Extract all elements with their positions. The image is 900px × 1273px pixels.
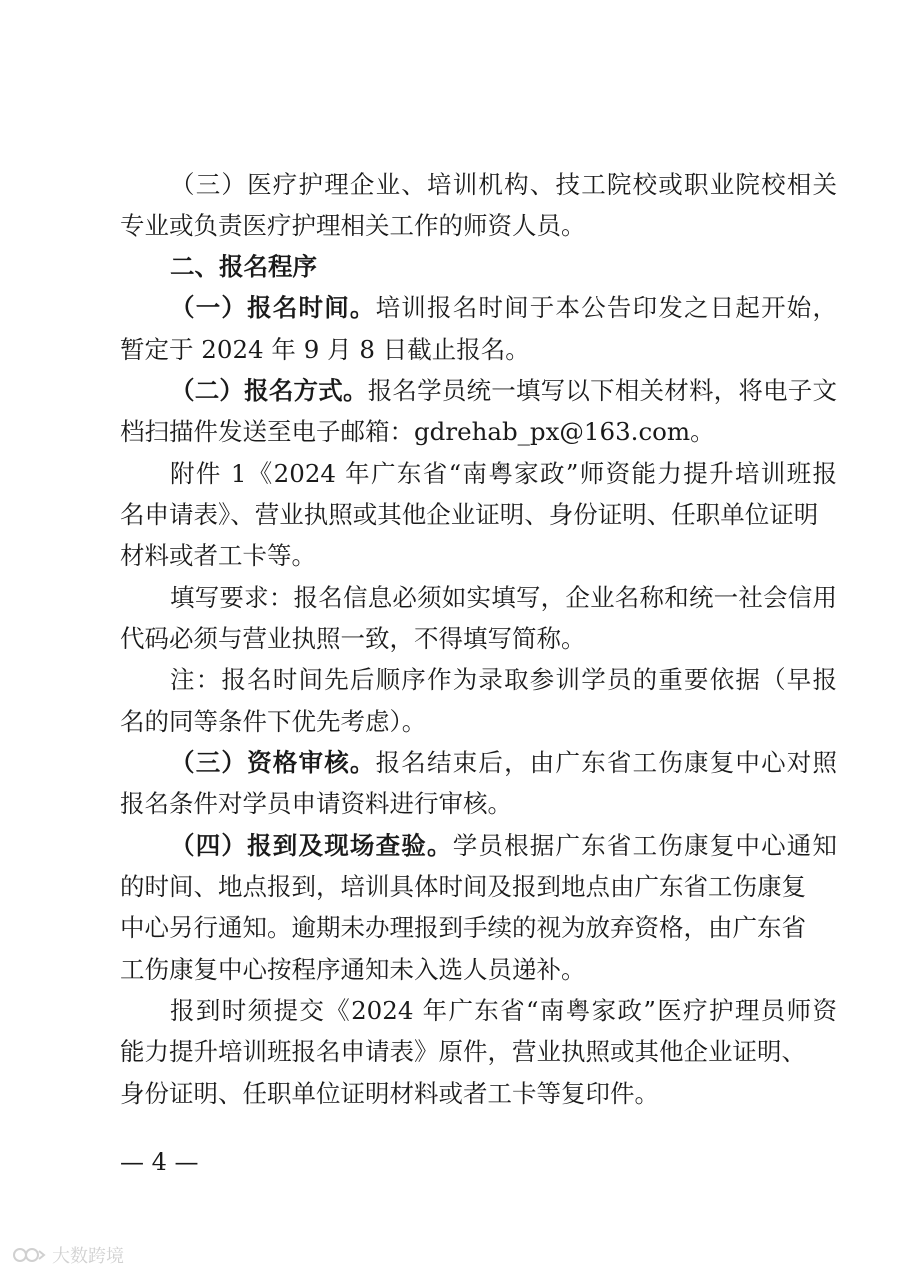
watermark-text: 大数跨境 (52, 1246, 124, 1267)
subheading-registration-method: （二）报名方式。 (170, 376, 368, 405)
text-line-6: （二）报名方式。报名学员统一填写以下相关材料，将电子文 (170, 376, 838, 405)
text-line-5: 暂定于 2024 年 9 月 8 日截止报名。 (120, 335, 530, 364)
text-line-7: 档扫描件发送至电子邮箱：gdrehab_px@163.com。 (120, 417, 715, 446)
watermark-logo-icon (12, 1245, 46, 1265)
page-number: — 4 — (120, 1148, 199, 1176)
text-line-23: 身份证明、任职单位证明材料或者工卡等复印件。 (120, 1079, 659, 1108)
text-line-10: 材料或者工卡等。 (120, 541, 316, 570)
text-line-19: 中心另行通知。逾期未办理报到手续的视为放弃资格，由广东省 (120, 913, 806, 942)
text-line-15: （三）资格审核。报名结束后，由广东省工伤康复中心对照 (170, 748, 838, 777)
text-line-4: （一）报名时间。培训报名时间于本公告印发之日起开始， (170, 293, 838, 322)
subheading-check-in: （四）报到及现场查验。 (170, 831, 453, 860)
text-line-16: 报名条件对学员申请资料进行审核。 (120, 789, 512, 818)
text-line-20: 工伤康复中心按程序通知未入选人员递补。 (120, 955, 586, 984)
subheading-qualification-review: （三）资格审核。 (170, 748, 376, 777)
text-line-21: 报到时须提交《2024 年广东省“南粤家政”医疗护理员师资 (170, 996, 837, 1025)
section-heading: 二、报名程序 (170, 252, 317, 281)
text-line-22: 能力提升培训班报名申请表》原件，营业执照或其他企业证明、 (120, 1037, 806, 1066)
text-line-2: 专业或负责医疗护理相关工作的师资人员。 (120, 211, 586, 240)
text-line-1: （三）医疗护理企业、培训机构、技工院校或职业院校相关 (170, 170, 837, 199)
subheading-registration-time: （一）报名时间。 (170, 293, 376, 322)
text-line-8: 附件 1《2024 年广东省“南粤家政”师资能力提升培训班报 (170, 459, 837, 488)
text-line-17: （四）报到及现场查验。学员根据广东省工伤康复中心通知 (170, 831, 838, 860)
text-line-18: 的时间、地点报到，培训具体时间及报到地点由广东省工伤康复 (120, 872, 806, 901)
text-line-11: 填写要求：报名信息必须如实填写，企业名称和统一社会信用 (170, 583, 837, 612)
text-line-13: 注：报名时间先后顺序作为录取参训学员的重要依据（早报 (170, 665, 837, 694)
text-line-14: 名的同等条件下优先考虑）。 (120, 707, 427, 736)
watermark (12, 1242, 124, 1268)
text-line-12: 代码必须与营业执照一致，不得填写简称。 (120, 624, 586, 653)
text-line-9: 名申请表》、营业执照或其他企业证明、身份证明、任职单位证明 (120, 500, 819, 529)
